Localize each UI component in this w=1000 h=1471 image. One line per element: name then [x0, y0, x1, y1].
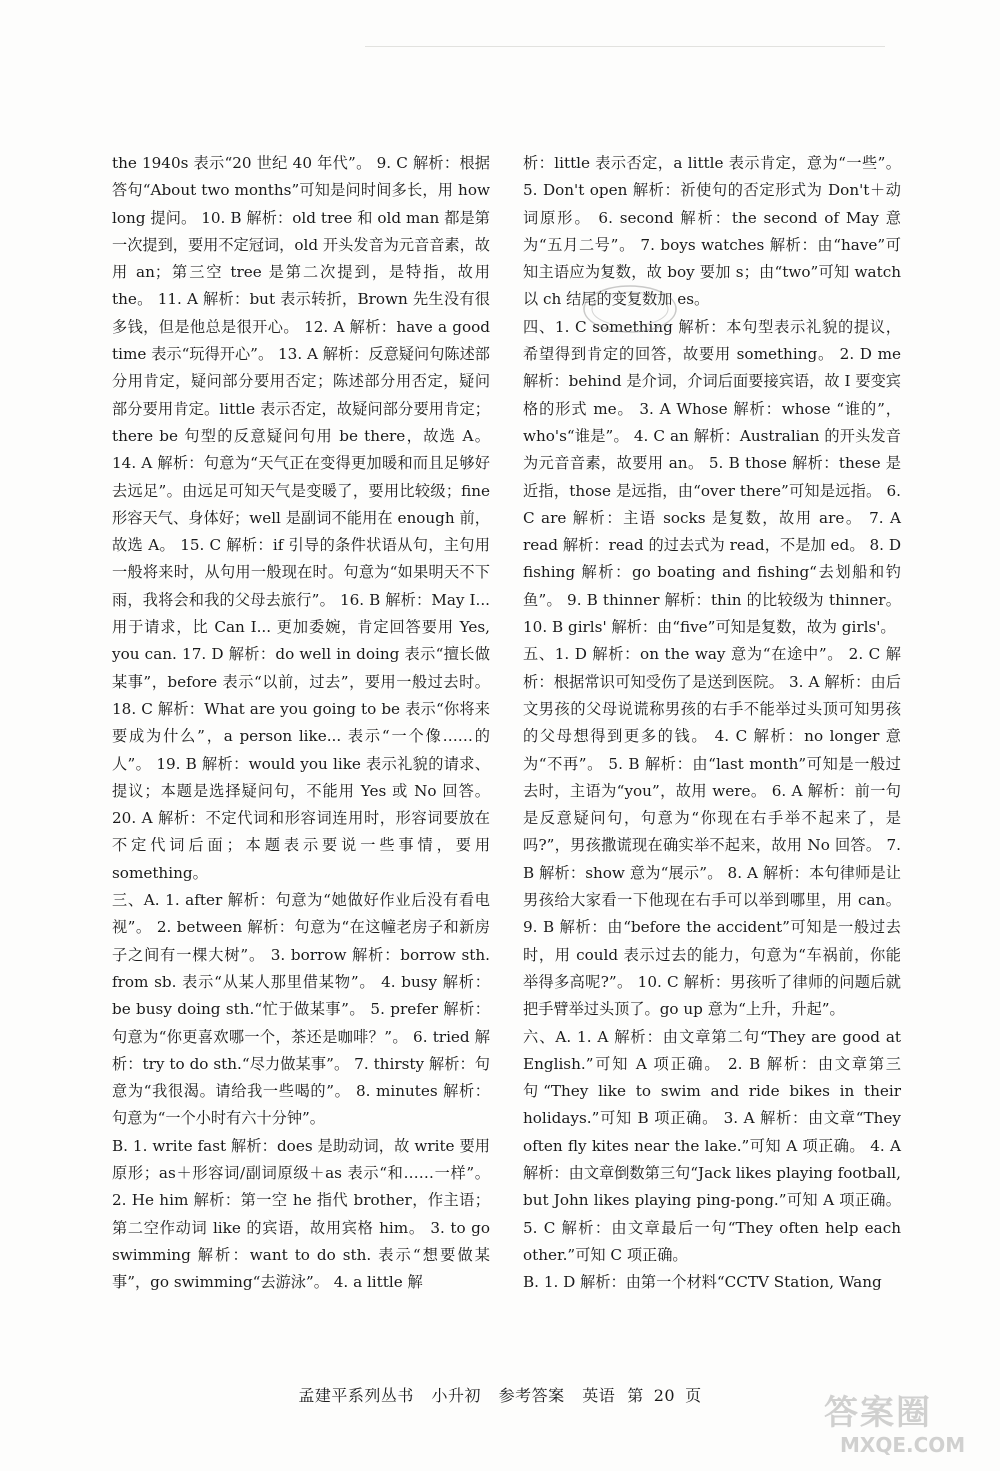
left-paragraph-1: the 1940s 表示“20 世纪 40 年代”。 9. C 解析：根据答句“About two months”可知是问时间多长，用 how long 提问。 10. B 解析：old tree 和 old man 都是第一次提到，要用不定冠词，old 开头发音为元音音素，故用 an；第三空 tree 是第二次提到，是特指，故用 the。 11. A 解析：but 表示转折，Brown 先生没有很多钱，但是他总是很开心。 12. A 解析：have a good time 表示“玩得开心”。 13. A 解析：反意疑问句陈述部分用肯定，疑问部分要用否定；陈述部分用否定，疑问部分要用肯定。little 表示否定，故疑问部分要用肯定；there be 句型的反意疑问句用 be there，故选 A。 14. A 解析：句意为“天气正在变得更加暖和而且足够好去远足”。由远足可知天气是变暖了，要用比较级；fine 形容天气、身体好；well 是副词不能用在 enough 前，故选 A。 15. C 解析：if 引导的条件状语从句，主句用一般将来时，从句用一般现在时。句意为“如果明天不下雨，我将会和我的父母去旅行”。 16. B 解析：May I... 用于请求，比 Can I... 更加委婉，肯定回答要用 Yes, you can. 17. D 解析：do well in doing 表示“擅长做某事”，before 表示“以前，过去”，要用一般过去时。 18. C 解析：What are you going to be 表示“你将来要成为什么”，a person like... 表示“一个像……的人”。 19. B 解析：would you like 表示礼貌的请求、提议；本题是选择疑问句，不能用 Yes 或 No 回答。 20. A 解析：不定代词和形容词连用时，形容词要放在不定代词后面；本题表示要说一些事情，要用 something。	[112, 154, 490, 882]
right-paragraph-3: 五、1. D 解析：on the way 意为“在途中”。 2. C 解析：根据常识可知受伤了是送到医院。 3. A 解析：由后文男孩的父母说谎称男孩的右手不能举过头顶可知男孩的父母想得到更多的钱。 4. C 解析：no longer 意为“不再”。 5. B 解析：由“last month”可知是一般过去时，主语为“you”，故用 were。 6. A 解析：前一句是反意疑问句，句意为“你现在右手举不起来了，是吗?”，男孩撒谎现在确实举不起来，故用 No 回答。 7. B 解析：show 意为“展示”。 8. A 解析：本句律师是让男孩给大家看一下他现在右手可以举到哪里，用 can。 9. B 解析：由“before the accident”可知是一般过去时，用 could 表示过去的能力，句意为“车祸前，你能举得多高呢?”。 10. C 解析：男孩听了律师的问题后就把手臂举过头顶了。go up 意为“上升，升起”。	[523, 645, 901, 1019]
ink-stamp	[580, 282, 680, 336]
watermark	[820, 1385, 990, 1461]
right-paragraph-1: 析：little 表示否定，a little 表示肯定，意为“一些”。 5. Don't open 解析：祈使句的否定形式为 Don't＋动词原形。 6. second 解析：the second of May 意为“五月二号”。 7. boys watches 解析：由“have”可知主语应为复数，故 boy 要加 s；由“two”可知 watch 以 ch 结尾的变复数加 es。	[523, 154, 901, 309]
footer-level: 小升初	[431, 1386, 481, 1405]
footer-page-suffix: 页	[685, 1386, 702, 1405]
left-column	[112, 150, 490, 1296]
footer-page-number: 20	[653, 1386, 676, 1405]
watermark-logo-text: 答案圈	[824, 1393, 932, 1433]
right-paragraph-5: B. 1. D 解析：由第一个材料“CCTV Station, Wang	[523, 1273, 882, 1292]
right-paragraph-4: 六、A. 1. A 解析：由文章第二句“They are good at English.”可知 A 项正确。 2. B 解析：由文章第三句“They like to swim and ride bikes in their holidays.”可知 B 项正确。 3. A 解析：由文章“They often fly kites near the lake.”可知 A 项正确。 4. A 解析：由文章倒数第三句“Jack likes playing football, but John likes playing ping-pong.”可知 A 项正确。 5. C 解析：由文章最后一句“They often help each other.”可知 C 项正确。	[523, 1027, 901, 1264]
footer-series: 孟建平系列丛书	[298, 1386, 414, 1405]
footer-section: 参考答案	[498, 1386, 565, 1405]
left-paragraph-3: B. 1. write fast 解析：does 是助动词，故 write 要用原形；as＋形容词/副词原级＋as 表示“和……一样”。 2. He him 解析：第一空 he 指代 brother，作主语；第二空作动词 like 的宾语，故用宾格 him。 3. to go swimming 解析：want to do sth. 表示“想要做某事”，go swimming“去游泳”。 4. a little 解	[112, 1136, 490, 1292]
footer-page-prefix: 第	[627, 1386, 644, 1405]
watermark-url: MXQE.COM	[840, 1433, 966, 1457]
right-paragraph-2: 四、1. C something 解析：本句型表示礼貌的提议，希望得到肯定的回答，故要用 something。 2. D me 解析：behind 是介词，介词后面要接宾语，故 I 要变宾格的形式 me。 3. A Whose 解析：whose “谁的”，who's“谁是”。 4. C an 解析：Australian 的开头发音为元音音素，故要用 an。 5. B those 解析：these 是近指，those 是远指，由“over there”可知是远指。 6. C are 解析：主语 socks 是复数，故用 are。 7. A read 解析：read 的过去式为 read，不是加 ed。 8. D fishing 解析：go boating and fishing“去划船和钓鱼”。 9. B thinner 解析：thin 的比较级为 thinner。 10. B girls' 解析：由“five”可知是复数，故为 girls'。	[523, 317, 901, 637]
left-paragraph-2: 三、A. 1. after 解析：句意为“她做好作业后没有看电视”。 2. between 解析：句意为“在这幢老房子和新房子之间有一棵大树”。 3. borrow 解析：borrow sth. from sb. 表示“从某人那里借某物”。 4. busy 解析：be busy doing sth.“忙于做某事”。 5. prefer 解析：句意为“你更喜欢哪一个，茶还是咖啡？”。 6. tried 解析：try to do sth.“尽力做某事”。 7. thirsty 解析：句意为“我很渴。请给我一些喝的”。 8. minutes 解析：句意为“一个小时有六十分钟”。	[112, 891, 490, 1128]
top-rule	[365, 46, 885, 47]
footer-subject: 英语	[582, 1386, 616, 1405]
